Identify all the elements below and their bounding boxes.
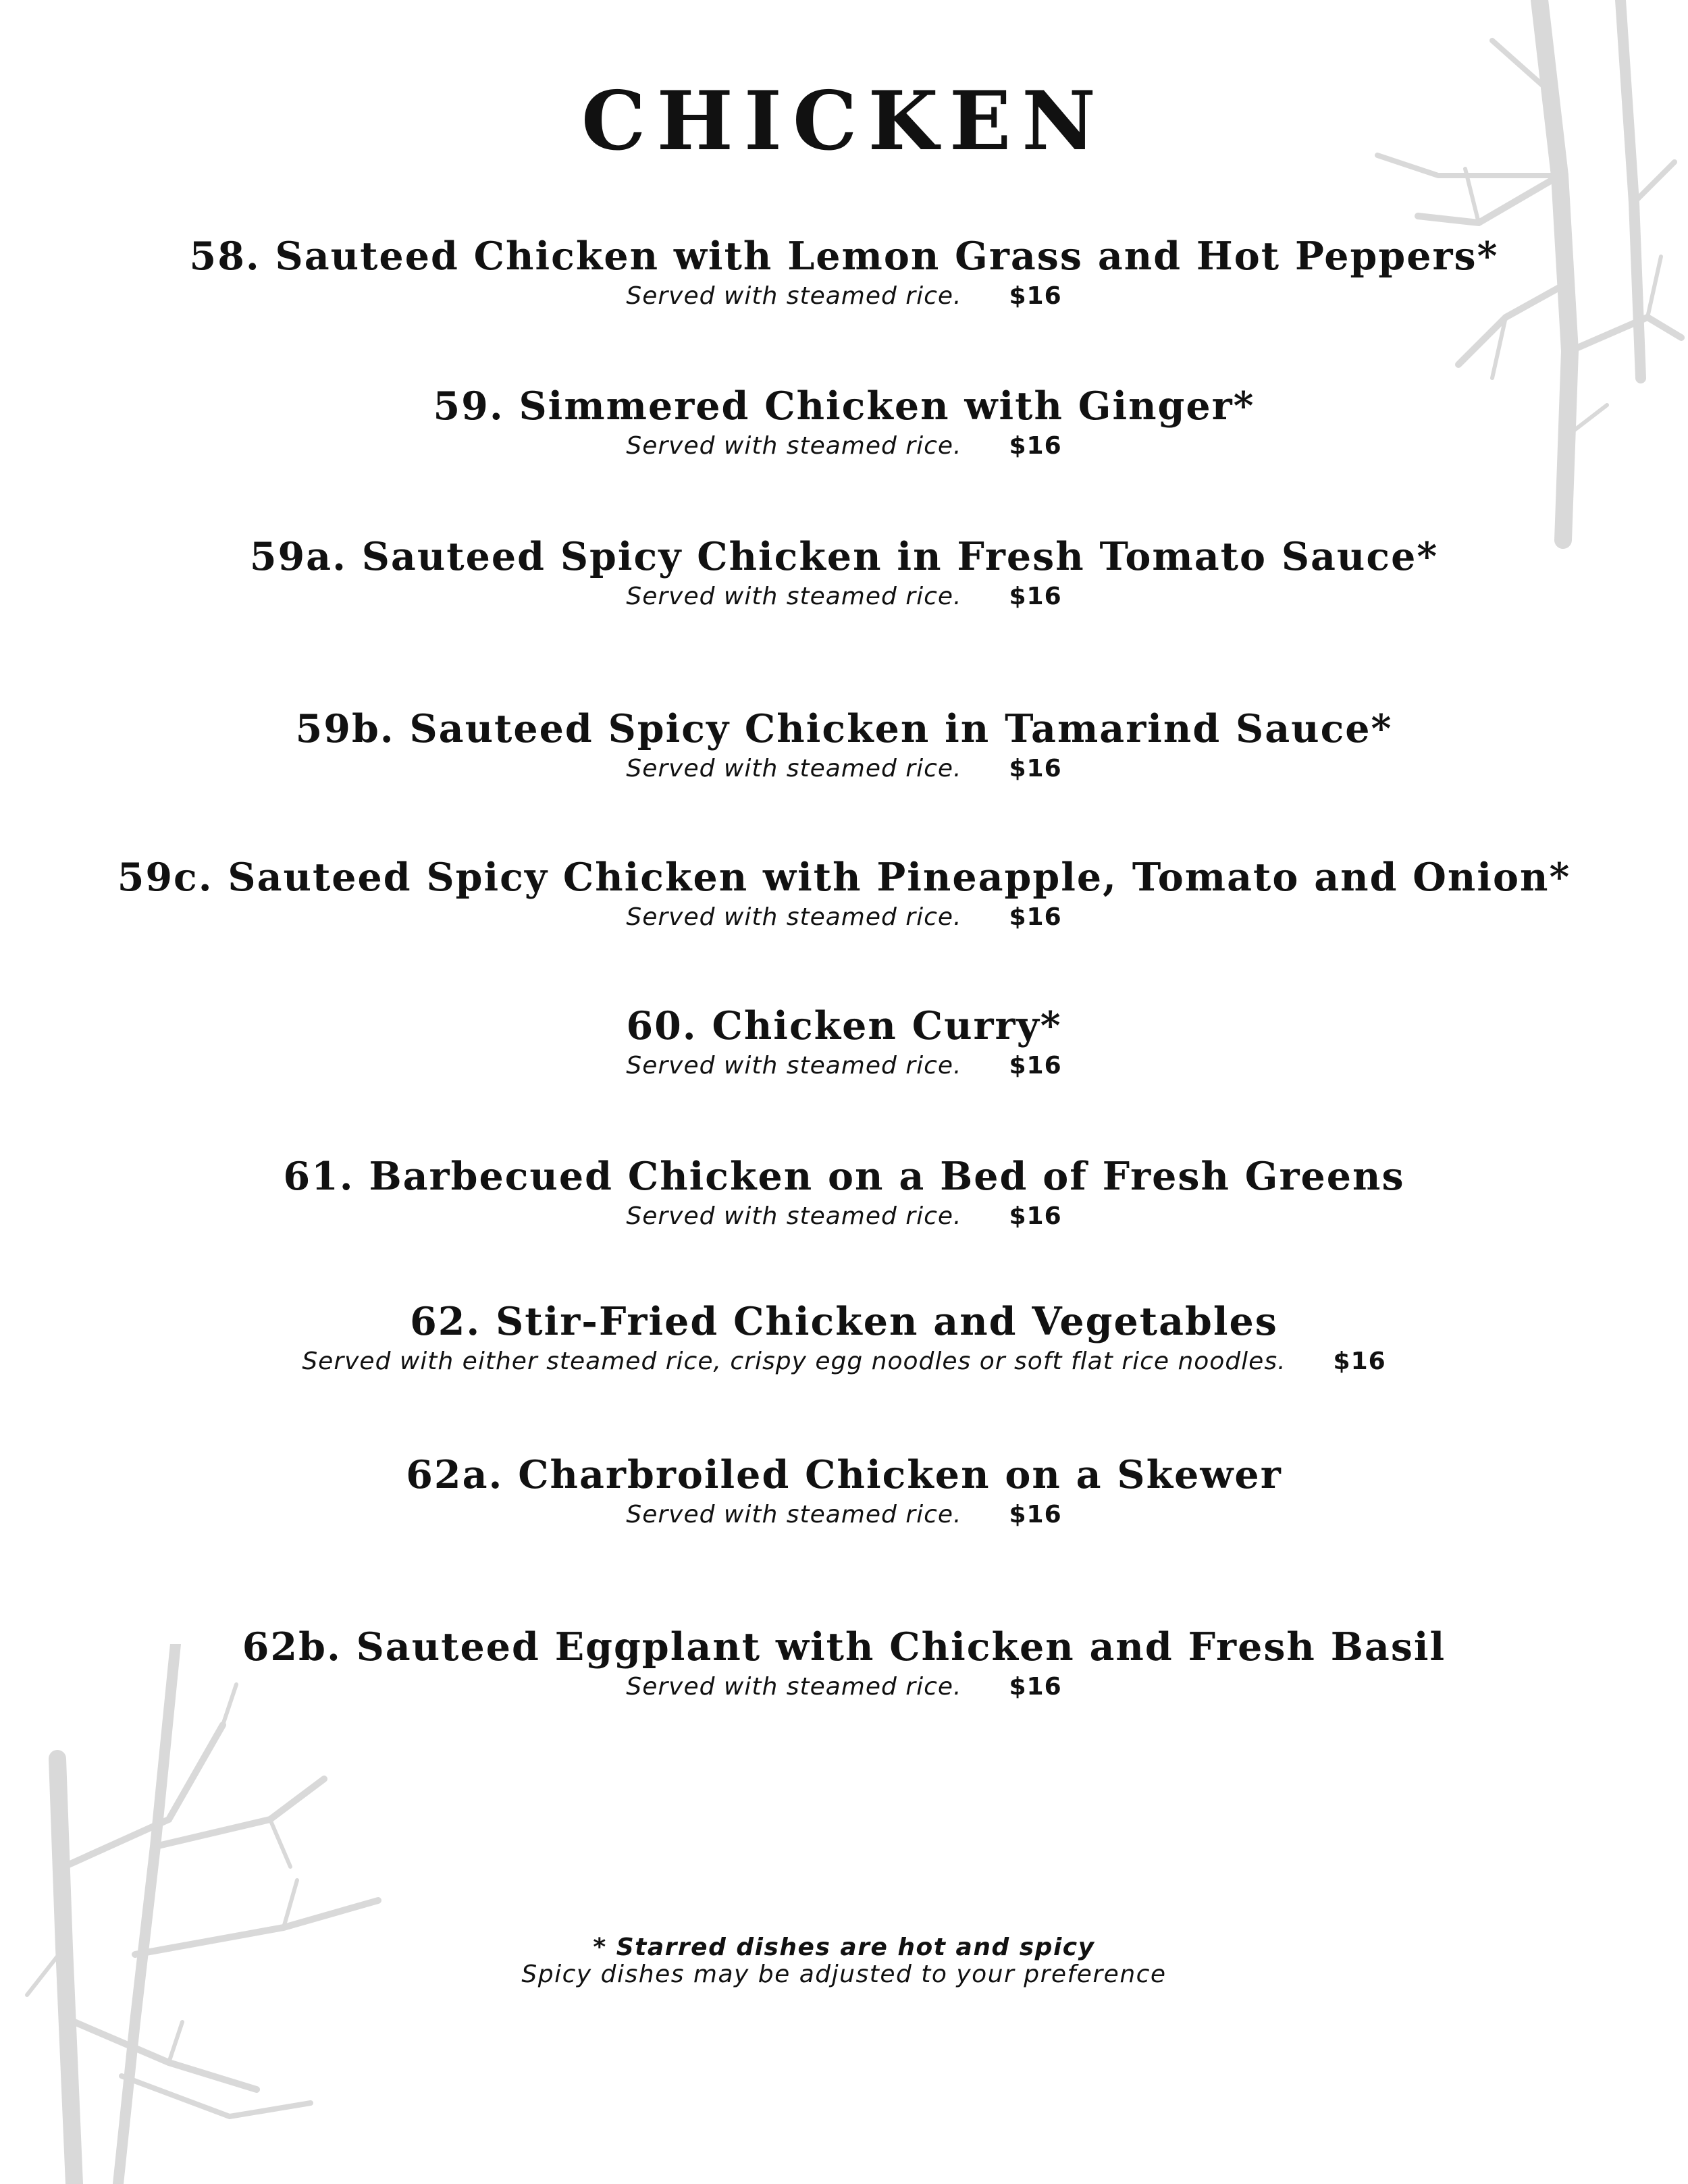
menu-item (0, 1298, 1688, 1378)
menu-item-price: $16 (1009, 282, 1062, 310)
menu-item-name: 59c. Sauteed Spicy Chicken with Pineapple, Tomato and Onion* (117, 855, 1571, 900)
menu-item-name: 58. Sauteed Chicken with Lemon Grass and Hot Peppers* (189, 234, 1499, 279)
menu-item-price: $16 (1333, 1348, 1386, 1375)
menu-item-name: 62b. Sauteed Eggplant with Chicken and Fresh Basil (242, 1624, 1446, 1670)
menu-item (0, 705, 1688, 785)
menu-item (0, 1003, 1688, 1082)
bamboo-decoration-bottom (0, 1644, 473, 2184)
menu-item (0, 1153, 1688, 1233)
spicy-footnote (0, 1934, 1688, 1988)
menu-item (0, 233, 1688, 313)
menu-item (0, 383, 1688, 462)
menu-item-name: 61. Barbecued Chicken on a Bed of Fresh Greens (283, 1154, 1405, 1199)
menu-section-title: CHICKEN (581, 74, 1107, 169)
menu-item (0, 1624, 1688, 1703)
menu-item-description: Served with steamed rice. (626, 282, 962, 310)
menu-item-description: Served with steamed rice. (626, 903, 962, 931)
menu-item-name: 59a. Sauteed Spicy Chicken in Fresh Tomato Sauce* (249, 534, 1439, 579)
menu-item-description: Served with steamed rice. (626, 1202, 962, 1230)
menu-item (0, 854, 1688, 934)
menu-item-price: $16 (1009, 755, 1062, 782)
menu-item-description: Served with either steamed rice, crispy egg noodles or soft flat rice noodles. (302, 1348, 1286, 1375)
menu-item-description: Served with steamed rice. (626, 1673, 962, 1701)
menu-item-name: 62a. Charbroiled Chicken on a Skewer (406, 1452, 1282, 1497)
footnote-starred: * Starred dishes are hot and spicy (593, 1934, 1095, 1961)
menu-item-price: $16 (1009, 583, 1062, 610)
menu-item-price: $16 (1009, 432, 1062, 460)
menu-item-description: Served with steamed rice. (626, 1052, 962, 1080)
menu-item-description: Served with steamed rice. (626, 1501, 962, 1528)
menu-item-price: $16 (1009, 1673, 1062, 1701)
menu-item-name: 60. Chicken Curry* (626, 1003, 1062, 1048)
menu-item-price: $16 (1009, 903, 1062, 931)
menu-item-name: 59. Simmered Chicken with Ginger* (433, 383, 1255, 429)
footnote-adjust: Spicy dishes may be adjusted to your preference (521, 1961, 1167, 1988)
menu-item-price: $16 (1009, 1052, 1062, 1080)
menu-item-name: 59b. Sauteed Spicy Chicken in Tamarind Sauce* (295, 706, 1393, 751)
menu-item-description: Served with steamed rice. (626, 755, 962, 782)
menu-item-price: $16 (1009, 1501, 1062, 1528)
menu-item-name: 62. Stir-Fried Chicken and Vegetables (410, 1299, 1278, 1344)
menu-item-price: $16 (1009, 1202, 1062, 1230)
menu-item-description: Served with steamed rice. (626, 583, 962, 610)
menu-item-description: Served with steamed rice. (626, 432, 962, 460)
menu-item (0, 533, 1688, 613)
menu-item (0, 1451, 1688, 1531)
